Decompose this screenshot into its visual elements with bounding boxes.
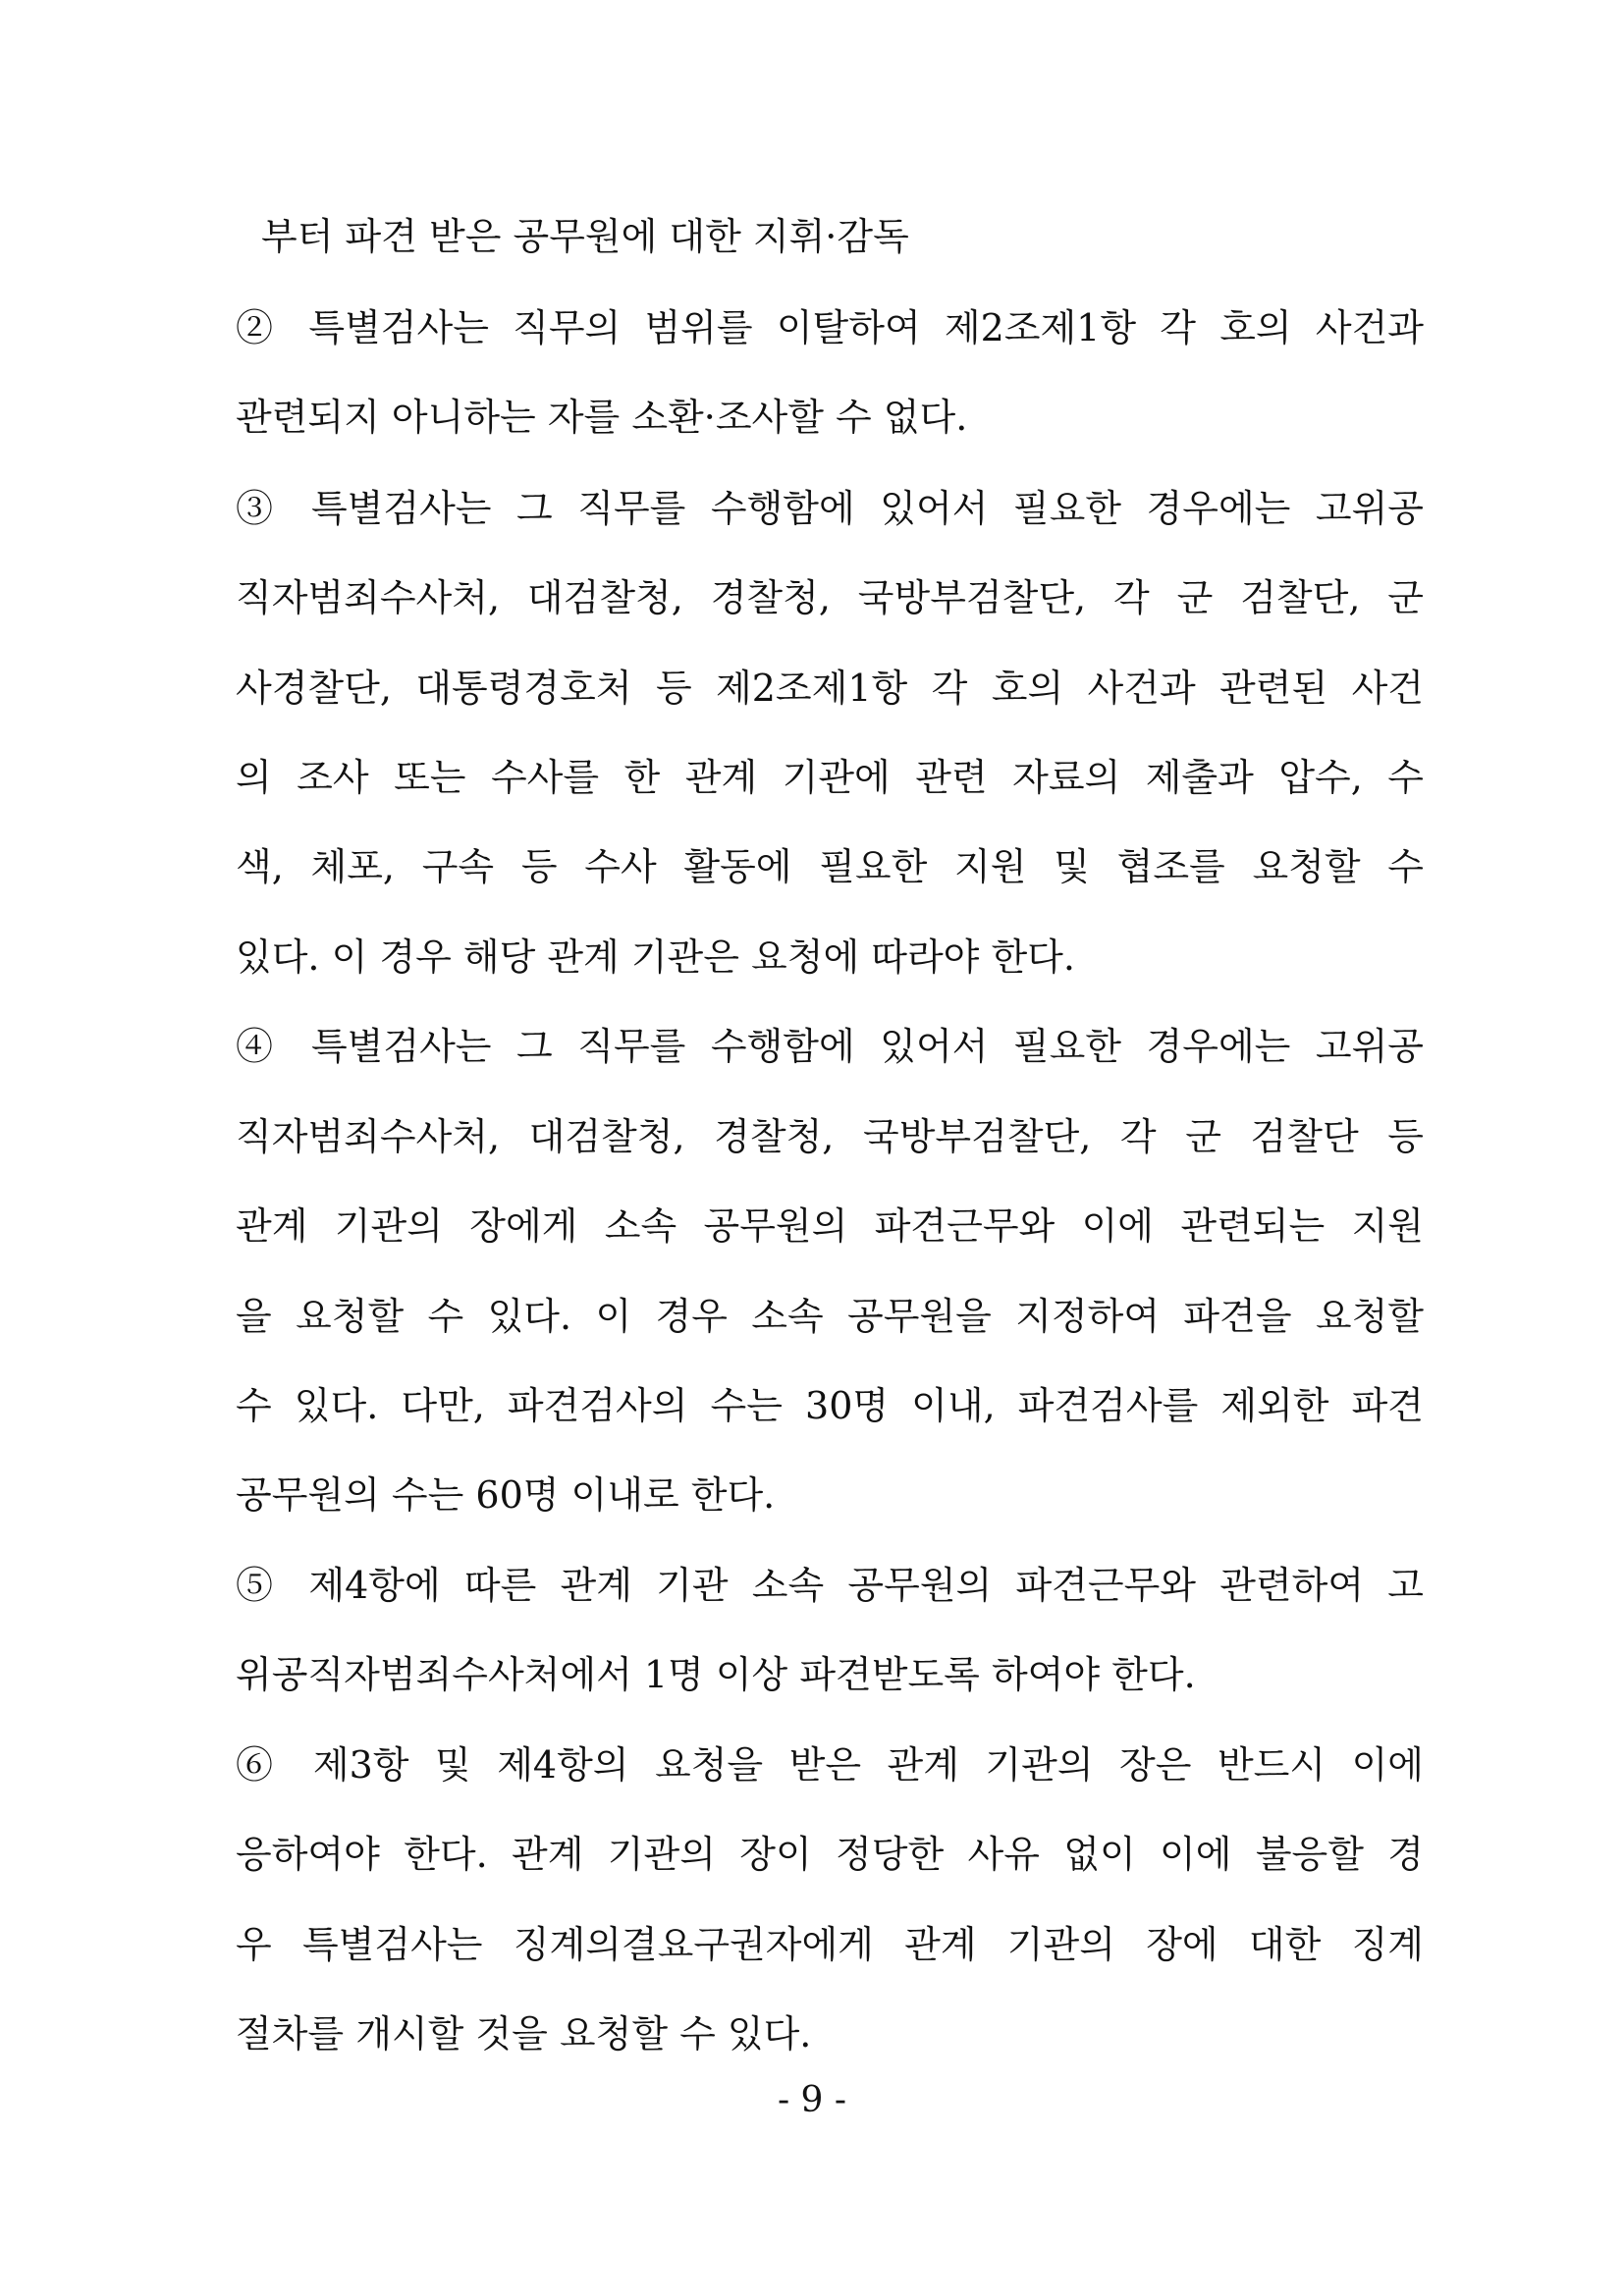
text-line: 있다. 이 경우 해당 관계 기관은 요청에 따라야 한다. [236, 935, 1075, 979]
text-line-paragraph-2: ② 특별검사는 직무의 범위를 이탈하여 제2조제1항 각 호의 사건과 [236, 306, 1424, 349]
text-line: 관계 기관의 장에게 소속 공무원의 파견근무와 이에 관련되는 지원 [236, 1204, 1424, 1248]
text-line: 응하여야 한다. 관계 기관의 장이 정당한 사유 없이 이에 불응할 경 [236, 1833, 1424, 1876]
text-line: 절차를 개시할 것을 요청할 수 있다. [236, 2012, 812, 2056]
text-line: 위공직자범죄수사처에서 1명 이상 파견받도록 하여야 한다. [236, 1653, 1196, 1696]
text-line: 을 요청할 수 있다. 이 경우 소속 공무원을 지정하여 파견을 요청할 [236, 1295, 1424, 1338]
text-line-continuation: 부터 파견 받은 공무원에 대한 지휘·감독 [261, 215, 909, 258]
text-line: 의 조사 또는 수사를 한 관계 기관에 관련 자료의 제출과 압수, 수 [236, 756, 1424, 799]
text-line: 수 있다. 다만, 파견검사의 수는 30명 이내, 파견검사를 제외한 파견 [236, 1384, 1424, 1427]
text-line: 직자범죄수사처, 대검찰청, 경찰청, 국방부검찰단, 각 군 검찰단, 군 [236, 576, 1424, 619]
text-line: 직자범죄수사처, 대검찰청, 경찰청, 국방부검찰단, 각 군 검찰단 등 [236, 1115, 1424, 1158]
text-line-paragraph-3: ③ 특별검사는 그 직무를 수행함에 있어서 필요한 경우에는 고위공 [236, 487, 1424, 530]
text-line: 관련되지 아니하는 자를 소환·조사할 수 없다. [236, 396, 968, 439]
page-number: - 9 - [777, 2080, 847, 2120]
text-line: 색, 체포, 구속 등 수사 활동에 필요한 지원 및 협조를 요청할 수 [236, 845, 1424, 888]
text-line: 공무원의 수는 60명 이내로 한다. [236, 1473, 776, 1517]
text-line: 우 특별검사는 징계의결요구권자에게 관계 기관의 장에 대한 징계 [236, 1923, 1424, 1966]
text-line-paragraph-4: ④ 특별검사는 그 직무를 수행함에 있어서 필요한 경우에는 고위공 [236, 1025, 1424, 1068]
text-line-paragraph-5: ⑤ 제4항에 따른 관계 기관 소속 공무원의 파견근무와 관련하여 고 [236, 1564, 1424, 1607]
text-line: 사경찰단, 대통령경호처 등 제2조제1항 각 호의 사건과 관련된 사건 [236, 667, 1424, 710]
text-line-paragraph-6: ⑥ 제3항 및 제4항의 요청을 받은 관계 기관의 장은 반드시 이에 [236, 1743, 1424, 1787]
